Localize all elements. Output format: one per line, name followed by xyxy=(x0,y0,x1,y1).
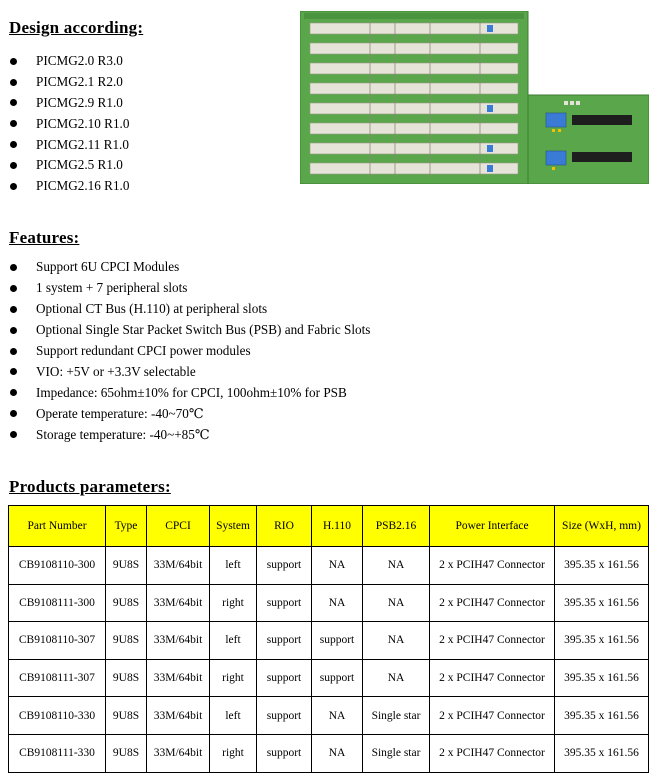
list-item-text: PICMG2.5 R1.0 xyxy=(36,157,123,173)
bullet-icon xyxy=(10,79,17,86)
list-item xyxy=(9,72,129,93)
bullet-icon xyxy=(10,99,17,106)
list-item-text: 1 system + 7 peripheral slots xyxy=(36,280,188,296)
cell-rio: support xyxy=(257,697,312,735)
cell-system: right xyxy=(210,584,257,622)
bullet-icon xyxy=(10,431,17,438)
design-heading: Design according: xyxy=(9,18,144,37)
list-item-text: PICMG2.11 R1.0 xyxy=(36,136,129,152)
cell-type: 9U8S xyxy=(106,547,147,585)
table-row xyxy=(9,547,649,585)
cell-system: right xyxy=(210,734,257,772)
products-heading: Products parameters: xyxy=(9,477,171,496)
list-item xyxy=(9,51,129,72)
col-header-type: Type xyxy=(106,506,147,547)
list-item-text: Impedance: 65ohm±10% for CPCI, 100ohm±10% for PSB xyxy=(36,384,347,400)
cell-system: left xyxy=(210,697,257,735)
cell-part-number: CB9108110-307 xyxy=(9,622,106,660)
cell-part-number: CB9108111-307 xyxy=(9,659,106,697)
cell-psb: NA xyxy=(363,659,430,697)
col-header-psb: PSB2.16 xyxy=(363,506,430,547)
cell-psb: Single star xyxy=(363,734,430,772)
list-item xyxy=(9,341,370,362)
cell-h110: NA xyxy=(312,547,363,585)
list-item xyxy=(9,93,129,114)
list-item-text: PICMG2.10 R1.0 xyxy=(36,115,130,131)
features-list xyxy=(9,257,370,445)
list-item xyxy=(9,257,370,278)
cell-power-interface: 2 x PCIH47 Connector xyxy=(430,547,555,585)
bullet-icon xyxy=(10,141,17,148)
list-item-text: PICMG2.1 R2.0 xyxy=(36,74,123,90)
cell-type: 9U8S xyxy=(106,659,147,697)
cell-system: left xyxy=(210,622,257,660)
cell-h110: support xyxy=(312,659,363,697)
cell-h110: NA xyxy=(312,734,363,772)
bullet-icon xyxy=(10,327,17,334)
list-item xyxy=(9,278,370,299)
cell-size: 395.35 x 161.56 xyxy=(555,547,649,585)
cell-part-number: CB9108111-330 xyxy=(9,734,106,772)
bullet-icon xyxy=(10,368,17,375)
cell-psb: NA xyxy=(363,584,430,622)
list-item xyxy=(9,424,370,445)
cell-system: right xyxy=(210,659,257,697)
products-table xyxy=(8,505,649,773)
cell-h110: NA xyxy=(312,697,363,735)
cell-size: 395.35 x 161.56 xyxy=(555,584,649,622)
bullet-icon xyxy=(10,306,17,313)
cell-h110: NA xyxy=(312,584,363,622)
list-item-text: VIO: +5V or +3.3V selectable xyxy=(36,363,196,379)
cell-cpci: 33M/64bit xyxy=(147,622,210,660)
col-header-cpci: CPCI xyxy=(147,506,210,547)
cell-rio: support xyxy=(257,622,312,660)
col-header-part-number: Part Number xyxy=(9,506,106,547)
cell-type: 9U8S xyxy=(106,734,147,772)
cell-rio: support xyxy=(257,584,312,622)
cell-size: 395.35 x 161.56 xyxy=(555,734,649,772)
cell-part-number: CB9108110-300 xyxy=(9,547,106,585)
cell-psb: NA xyxy=(363,547,430,585)
list-item xyxy=(9,113,129,134)
list-item-text: Optional CT Bus (H.110) at peripheral slots xyxy=(36,301,268,317)
bullet-icon xyxy=(10,120,17,127)
cell-type: 9U8S xyxy=(106,622,147,660)
cell-cpci: 33M/64bit xyxy=(147,734,210,772)
cell-cpci: 33M/64bit xyxy=(147,697,210,735)
design-list xyxy=(9,51,129,197)
list-item xyxy=(9,361,370,382)
bullet-icon xyxy=(10,264,17,271)
cell-psb: Single star xyxy=(363,697,430,735)
col-header-size: Size (WxH, mm) xyxy=(555,506,649,547)
cell-size: 395.35 x 161.56 xyxy=(555,697,649,735)
cell-power-interface: 2 x PCIH47 Connector xyxy=(430,584,555,622)
col-header-h110: H.110 xyxy=(312,506,363,547)
cell-size: 395.35 x 161.56 xyxy=(555,659,649,697)
list-item xyxy=(9,382,370,403)
bullet-icon xyxy=(10,183,17,190)
list-item-text: Support 6U CPCI Modules xyxy=(36,259,180,275)
cell-cpci: 33M/64bit xyxy=(147,659,210,697)
cell-rio: support xyxy=(257,547,312,585)
col-header-rio: RIO xyxy=(257,506,312,547)
bullet-icon xyxy=(10,285,17,292)
table-row xyxy=(9,734,649,772)
cell-power-interface: 2 x PCIH47 Connector xyxy=(430,697,555,735)
cell-part-number: CB9108111-300 xyxy=(9,584,106,622)
list-item xyxy=(9,320,370,341)
cell-power-interface: 2 x PCIH47 Connector xyxy=(430,734,555,772)
cell-cpci: 33M/64bit xyxy=(147,547,210,585)
list-item-text: Operate temperature: -40~70℃ xyxy=(36,405,204,421)
features-heading: Features: xyxy=(9,228,80,247)
list-item-text: Support redundant CPCI power modules xyxy=(36,343,251,358)
bullet-icon xyxy=(10,410,17,417)
list-item-text: Storage temperature: -40~+85℃ xyxy=(36,426,210,442)
cell-part-number: CB9108110-330 xyxy=(9,697,106,735)
list-item xyxy=(9,299,370,320)
table-row xyxy=(9,584,649,622)
list-item-text: PICMG2.0 R3.0 xyxy=(36,53,123,69)
list-item xyxy=(9,134,129,155)
bullet-icon xyxy=(10,162,17,169)
cell-size: 395.35 x 161.56 xyxy=(555,622,649,660)
table-row xyxy=(9,659,649,697)
cell-type: 9U8S xyxy=(106,697,147,735)
table-header-row xyxy=(9,506,649,547)
list-item-text: PICMG2.16 R1.0 xyxy=(36,178,130,194)
list-item xyxy=(9,403,370,424)
table-row xyxy=(9,697,649,735)
list-item-text: Optional Single Star Packet Switch Bus (PSB) and Fabric Slots xyxy=(36,322,371,338)
table-row xyxy=(9,622,649,660)
cell-system: left xyxy=(210,547,257,585)
cell-type: 9U8S xyxy=(106,584,147,622)
cell-cpci: 33M/64bit xyxy=(147,584,210,622)
cell-rio: support xyxy=(257,734,312,772)
list-item xyxy=(9,155,129,176)
cell-power-interface: 2 x PCIH47 Connector xyxy=(430,622,555,660)
list-item xyxy=(9,176,129,197)
col-header-system: System xyxy=(210,506,257,547)
cell-power-interface: 2 x PCIH47 Connector xyxy=(430,659,555,697)
cell-h110: support xyxy=(312,622,363,660)
bullet-icon xyxy=(10,58,17,65)
cell-rio: support xyxy=(257,659,312,697)
bullet-icon xyxy=(10,348,17,355)
bullet-icon xyxy=(10,389,17,396)
backplane-image xyxy=(300,11,649,184)
list-item-text: PICMG2.9 R1.0 xyxy=(36,94,123,110)
cell-psb: NA xyxy=(363,622,430,660)
col-header-power-interface: Power Interface xyxy=(430,506,555,547)
